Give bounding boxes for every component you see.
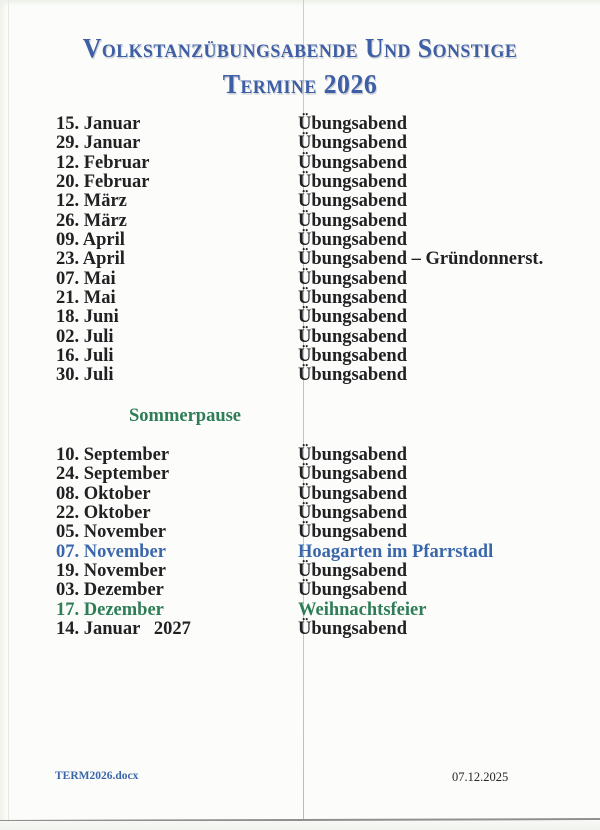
schedule-row	[56, 543, 561, 562]
footer-filename: TERM2026.docx	[55, 770, 139, 782]
schedule-row	[56, 465, 561, 484]
schedule-row	[56, 366, 561, 385]
schedule-row	[56, 504, 561, 523]
event-label: Übungsabend	[298, 346, 408, 367]
event-date: 16. Juli	[56, 346, 114, 367]
event-date: 02. Juli	[56, 326, 114, 347]
event-label: Übungsabend	[298, 307, 408, 328]
event-date: 22. Oktober	[56, 503, 151, 524]
event-label: Übungsabend	[298, 522, 408, 543]
schedule-row	[56, 289, 561, 308]
schedule-row	[56, 250, 561, 269]
schedule-row	[56, 347, 561, 366]
event-date: 07. November	[56, 541, 166, 562]
event-label: Hoagarten im Pfarrstadl	[298, 541, 494, 562]
schedule-row	[56, 212, 561, 231]
schedule-row	[56, 562, 561, 581]
event-label: Übungsabend – Gründonnerst.	[298, 249, 544, 270]
schedule-row	[56, 620, 561, 639]
event-label: Übungsabend	[298, 133, 408, 154]
event-date: 09. April	[56, 230, 125, 251]
event-label: Übungsabend	[298, 230, 408, 251]
event-label: Übungsabend	[298, 619, 408, 640]
schedule-row	[56, 446, 561, 465]
event-date: 12. Februar	[56, 152, 150, 173]
event-label: Übungsabend	[298, 210, 408, 231]
schedule-row	[56, 115, 561, 134]
event-date: 07. Mai	[56, 268, 116, 289]
event-label: Übungsabend	[298, 152, 408, 173]
scan-area-below-page	[0, 821, 600, 830]
schedule-row	[56, 154, 561, 173]
page-title	[18, 31, 582, 100]
event-date: 19. November	[56, 561, 166, 582]
event-date: 26. März	[56, 210, 127, 231]
event-date: 30. Juli	[56, 365, 114, 386]
schedule-row	[56, 173, 561, 192]
event-date: 05. November	[56, 522, 166, 543]
event-label: Übungsabend	[298, 365, 408, 386]
event-date: 15. Januar	[56, 114, 141, 134]
event-date: 21. Mai	[56, 288, 116, 309]
event-date: 17. Dezember	[56, 599, 164, 620]
event-label: Übungsabend	[298, 445, 408, 465]
event-label: Übungsabend	[298, 483, 408, 504]
schedule-row	[56, 485, 561, 504]
event-label: Übungsabend	[298, 191, 408, 212]
schedule-row	[56, 308, 561, 327]
schedule-row	[56, 581, 561, 600]
event-label: Übungsabend	[298, 503, 408, 524]
event-date: 20. Februar	[56, 172, 150, 193]
section-heading-sommerpause: Sommerpause	[129, 406, 242, 426]
event-date: 10. September	[56, 445, 170, 465]
event-label: Übungsabend	[298, 326, 408, 347]
scan-edge-left	[0, 0, 9, 830]
event-label: Weihnachtsfeier	[298, 599, 427, 620]
schedule-row	[56, 134, 561, 153]
event-label: Übungsabend	[298, 268, 408, 289]
event-label: Übungsabend	[298, 561, 408, 582]
event-label: Übungsabend	[298, 114, 408, 134]
schedule-row	[56, 601, 561, 620]
event-label: Übungsabend	[298, 580, 408, 601]
schedule-row	[56, 328, 561, 347]
event-label: Übungsabend	[298, 172, 408, 193]
schedule-row	[56, 192, 561, 211]
event-date: 03. Dezember	[56, 580, 164, 601]
event-date: 24. September	[56, 464, 170, 485]
event-date: 08. Oktober	[56, 483, 151, 504]
footer-date: 07.12.2025	[452, 770, 509, 784]
event-date: 29. Januar	[56, 133, 141, 154]
event-date: 18. Juni	[56, 307, 119, 328]
schedule-first-half	[56, 115, 561, 386]
scan-edge-top	[0, 0, 600, 7]
event-date: 14. Januar 2027	[56, 619, 191, 640]
page-title-line1: Volkstanzübungsabende Und Sonstige	[82, 32, 518, 63]
schedule-row	[56, 231, 561, 250]
event-date: 23. April	[56, 249, 125, 270]
schedule-second-half	[56, 446, 561, 639]
event-date: 12. März	[56, 191, 127, 212]
schedule-row	[56, 523, 561, 542]
page-title-line2: Termine 2026	[222, 68, 378, 99]
schedule-row	[56, 270, 561, 289]
event-label: Übungsabend	[298, 288, 408, 309]
event-label: Übungsabend	[298, 464, 408, 485]
